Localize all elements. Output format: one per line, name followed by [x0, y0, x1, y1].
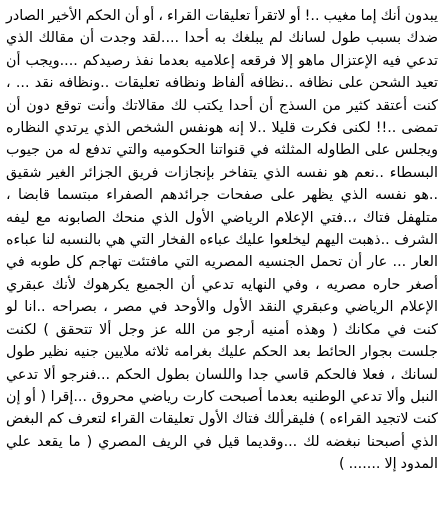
article-body: يبدون أنك إما مغيب ..! أو لاتقرأ تعليقات القراء ، أو أن الحكم الأخير الصادر ضدك بسبب طول لسانك لم يبلغك به أحدا ....لقد وجدت أن مقالك الذي تدعي فيه الإعتزال ماهو إلا فرقعه إعلاميه بعدما نفذ رصيدكم ....ويجب أن تعيد الشحن على نظافه ..نظافه ألفاظ ونظافه تعليقات ..ونظافه نقد ... ، كنت أعتقد كثير من السذج أن أحدا يكتب لك مقالاتك وأنت توقع دون أن تمضى ..!! لكنى فكرت قليلا ..لا إنه هونفس الشخص الذي يرتدي النظاره ويجلس على الطاوله المثلثه في قنواتنا الحكوميه والتي تدفع له من جيوب البسطاء ..نعم هو نفسه الذي يتفاخر بإنجازات فريق الجزائر الغير شقيق ..هو نفسه الذي يظهر على صفحات جرائدهم الصفراء مبتسما قابضا ، متلهفل فتاك ،..فتي الإعلام الرياضي الأول الذي منحك الصابونه مع ليفه الشرف ..ذهبت اليهم ليخلعوا عليك عباءه الفخار التي هي بالنسبه لنا عباءه العار ... عار أن تحمل الجنسيه المصريه التي مافتئت تهاجم كل طوبه في أصغر حاره مصريه ، وفي النهايه تدعي أن الجميع يكرهوك لأنك عبقري الإعلام الرياضي وعبقري النقد الأول والأوحد في مصر ، بصراحه ..انا لو كنت في مكانك ( وهذه أمنيه أرجو من الله عز وجل ألا تتحقق ) لكنت جلست بجوار الحائط بعد الحكم عليك بغرامه ثلاثه ملايين جنيه نظير طول لسانك ، فعلا فالحكم قاسي جدا واللسان بطول الحكم ...فنرجو ألا تدعي النبل وألا تدعي الوطنيه بعدما أصبحت كارت رياضي محروق ...إقرا ( أو إن كنت لاتجيد القراءه ) فليقرألك فتاك الأول تعليقات القراء لتعرف كم البغض الذي أصبحنا نبغضه لك ...وقديما قيل في الريف المصري ( ما يقعد علي المدود إلا ....... )	[6, 8, 438, 473]
